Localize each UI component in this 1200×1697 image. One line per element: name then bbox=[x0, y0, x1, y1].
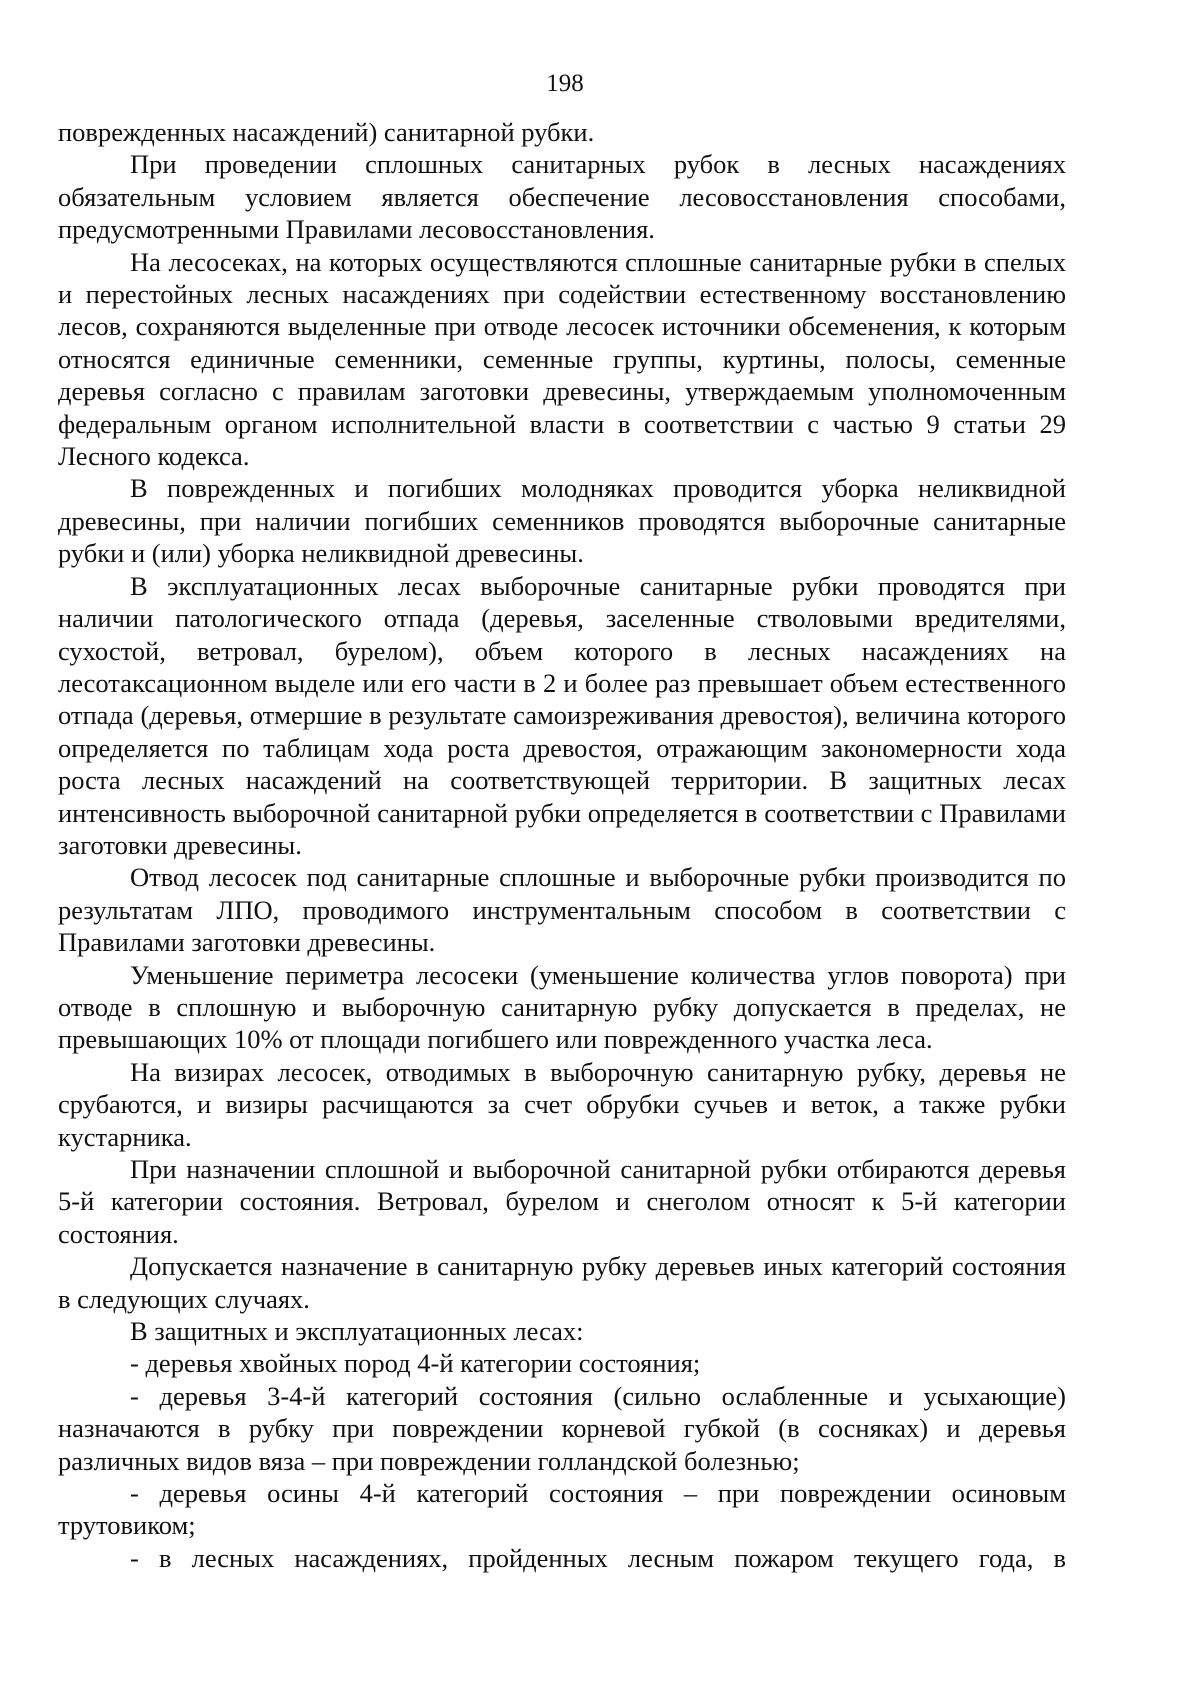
paragraph: На лесосеках, на которых осуществляются сплошные санитарные рубки в спелых и перестойных лесных насаждениях при содействии естественному восстановлению лесов, сохраняются выделенные при отводе лесосек источники обсеменения, к которым относятся единичные семенники, семенные группы, куртины, полосы, семенные деревья согласно с правилам заготовки древесины, утверждаемым уполномоченным федеральным органом исполнительной власти в соответствии с частью 9 статьи 29 Лесного кодекса. bbox=[58, 246, 1066, 472]
paragraph: В эксплуатационных лесах выборочные санитарные рубки проводятся при наличии патологического отпада (деревья, заселенные стволовыми вредителями, сухостой, ветровал, бурелом), объем которого в лесных насаждениях на лесотаксационном выделе или его части в 2 и более раз превышает объем естественного отпада (деревья, отмершие в результате самоизреживания древостоя), величина которого определяется по таблицам хода роста древостоя, отражающим закономерности хода роста лесных насаждений на соответствующей территории. В защитных лесах интенсивность выборочной санитарной рубки определяется в соответствии с Правилами заготовки древесины. bbox=[58, 570, 1066, 860]
paragraph: В защитных и эксплуатационных лесах: bbox=[130, 1316, 584, 1347]
paragraph: Отвод лесосек под санитарные сплошные и выборочные рубки производится по результатам ЛПО, проводимого инструментальным способом в соответствии с Правилами заготовки древесины. bbox=[58, 862, 1066, 958]
list-item: - деревья 3-4-й категорий состояния (сильно ослабленные и усыхающие) назначаются в рубку при повреждении корневой губкой (в сосняках) и деревья различных видов вяза – при повреждении голландской болезнью; bbox=[58, 1380, 1066, 1476]
paragraph: В поврежденных и погибших молодняках проводится уборка неликвидной древесины, при наличии погибших семенников проводятся выборочные санитарные рубки и (или) уборка неликвидной древесины. bbox=[58, 473, 1066, 569]
paragraph: Допускается назначение в санитарную рубку деревьев иных категорий состояния в следующих случаях. bbox=[58, 1251, 1066, 1314]
paragraph: При назначении сплошной и выборочной санитарной рубки отбираются деревья 5-й категории состояния. Ветровал, бурелом и снеголом относят к 5-й категории состояния. bbox=[58, 1154, 1066, 1249]
list-item: - деревья хвойных пород 4-й категории состояния; bbox=[130, 1348, 701, 1379]
paragraph: При проведении сплошных санитарных рубок в лесных насаждениях обязательным условием является обеспечение лесовосстановления способами, предусмотренными Правилами лесовосстановления. bbox=[58, 149, 1066, 245]
page-number: 198 bbox=[546, 70, 584, 97]
list-item: - деревья осины 4-й категорий состояния – при повреждении осиновым трутовиком; bbox=[58, 1478, 1066, 1541]
paragraph: Уменьшение периметра лесосеки (уменьшение количества углов поворота) при отводе в сплошную и выборочную санитарную рубку допускается в пределах, не превышающих 10% от площади погибшего или поврежденного участка леса. bbox=[58, 959, 1066, 1055]
paragraph-continuation: поврежденных насаждений) санитарной рубки. bbox=[58, 117, 595, 147]
paragraph: На визирах лесосек, отводимых в выборочную санитарную рубку, деревья не срубаются, и визиры расчищаются за счет обрубки сучьев и веток, а также рубки кустарника. bbox=[58, 1056, 1066, 1152]
list-item: - в лесных насаждениях, пройденных лесным пожаром текущего года, в bbox=[130, 1542, 1066, 1573]
document-body bbox=[58, 116, 1066, 1574]
